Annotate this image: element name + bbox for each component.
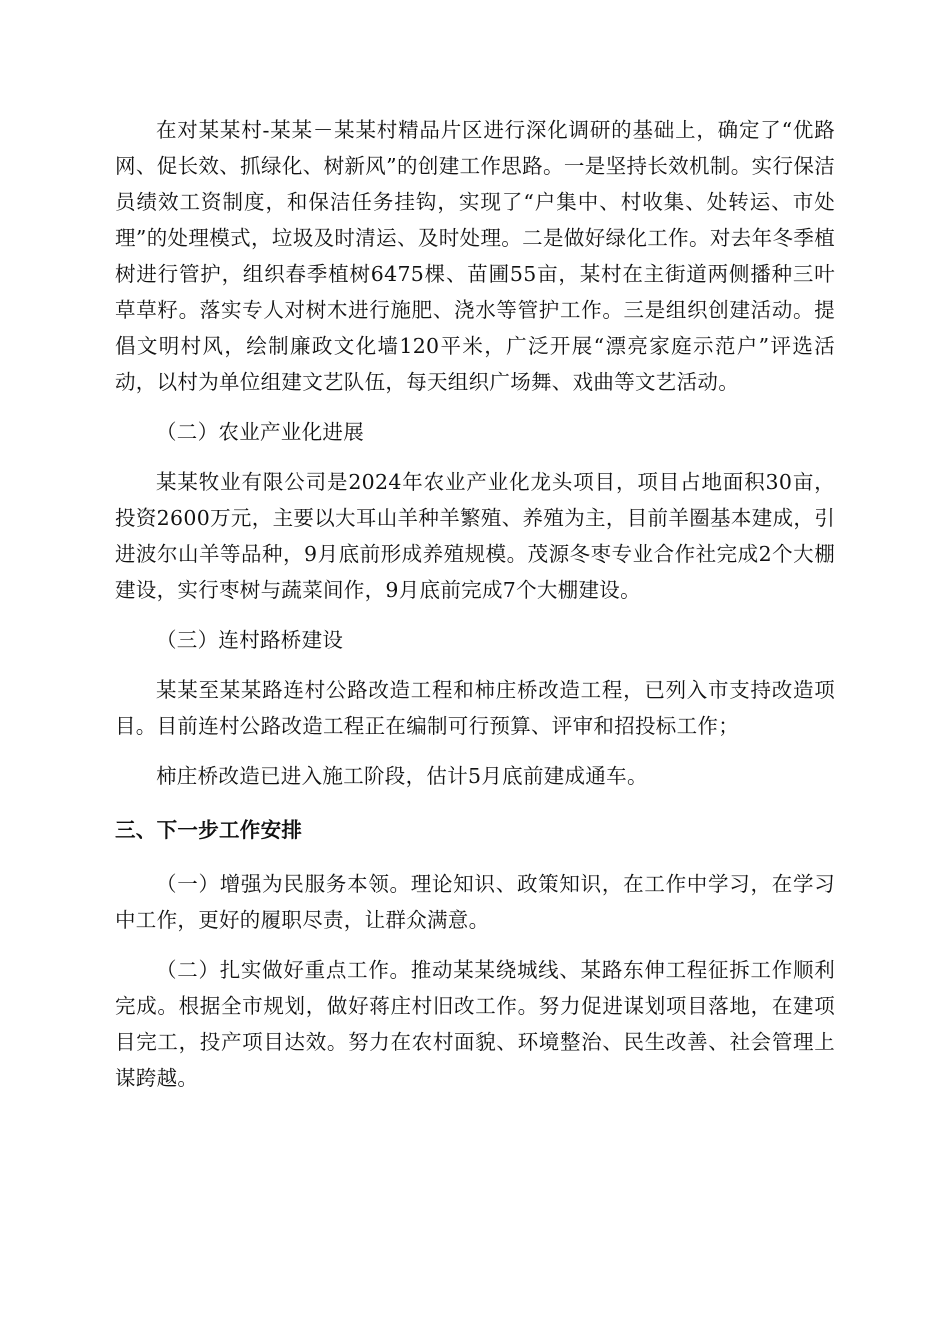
subheading-road-bridge: （三）连村路桥建设 xyxy=(156,628,344,652)
spacer xyxy=(115,848,835,866)
spacer xyxy=(115,658,835,672)
spacer xyxy=(115,938,835,952)
spacer xyxy=(115,744,835,758)
paragraph-road-project: 某某至某某路连村公路改造工程和柿庄桥改造工程，已列入市支持改造项目。目前连村公路改造工程正在编制可行预算、评审和招投标工作； xyxy=(115,678,835,738)
paragraph-key-work: （二）扎实做好重点工作。推动某某绕城线、某路东伸工程征拆工作顺利完成。根据全市规划，做好蒋庄村旧改工作。努力促进谋划项目落地，在建项目完工，投产项目达效。努力在农村面貌、环境整治、民生改善、社会管理上谋跨越。 xyxy=(115,958,835,1090)
spacer xyxy=(115,608,835,622)
document-page xyxy=(115,112,835,1096)
paragraph-agri-project: 某某牧业有限公司是2024年农业产业化龙头项目，项目占地面积30亩，投资2600万元，主要以大耳山羊种羊繁殖、养殖为主，目前羊圈基本建成，引进波尔山羊等品种，9月底前形成养殖规模。茂源冬枣专业合作社完成2个大棚建设，实行枣树与蔬菜间作，9月底前完成7个大棚建设。 xyxy=(115,470,835,602)
spacer xyxy=(115,450,835,464)
paragraph-rural-creation: 在对某某村-某某－某某村精品片区进行深化调研的基础上，确定了“优路网、促长效、抓绿化、树新风”的创建工作思路。一是坚持长效机制。实行保洁员绩效工资制度，和保洁任务挂钩，实现了“户集中、村收集、处转运、市处理”的处理模式，垃圾及时清运、及时处理。二是做好绿化工作。对去年冬季植树进行管护，组织春季植树6475棵、苗圃55亩，某村在主街道两侧播种三叶草草籽。落实专人对树木进行施肥、浇水等管护工作。三是组织创建活动。提倡文明村风，绘制廉政文化墙120平米，广泛开展“漂亮家庭示范户”评选活动，以村为单位组建文艺队伍，每天组织广场舞、戏曲等文艺活动。 xyxy=(115,118,835,394)
subheading-agri-industrialization: （二）农业产业化进展 xyxy=(156,420,364,444)
paragraph-bridge-progress: 柿庄桥改造已进入施工阶段，估计5月底前建成通车。 xyxy=(156,764,648,788)
section-heading-next-steps: 三、下一步工作安排 xyxy=(115,818,303,842)
paragraph-service-ability: （一）增强为民服务本领。理论知识、政策知识，在工作中学习，在学习中工作，更好的履职尽责，让群众满意。 xyxy=(115,872,835,932)
spacer xyxy=(115,794,835,812)
spacer xyxy=(115,400,835,414)
